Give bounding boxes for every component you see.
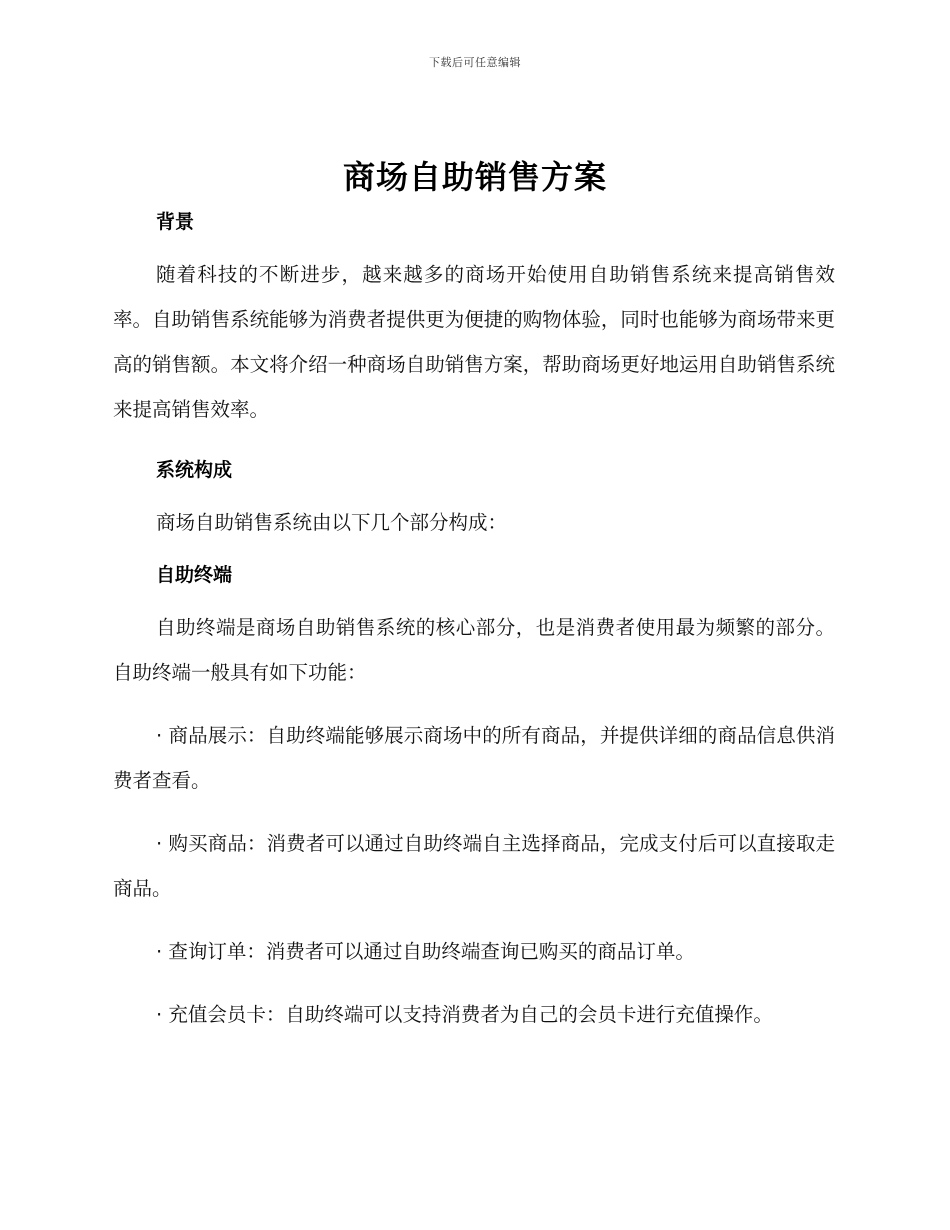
background-paragraph: 随着科技的不断进步，越来越多的商场开始使用自助销售系统来提高销售效率。自助销售系统能够为消费者提供更为便捷的购物体验，同时也能够为商场带来更高的销售额。本文将介绍一种商场自助销售方案，帮助商场更好地运用自助销售系统来提高销售效率。 <box>113 263 835 421</box>
document-body <box>113 204 835 1037</box>
terminal-paragraph: 自助终端是商场自助销售系统的核心部分，也是消费者使用最为频繁的部分。自助终端一般具有如下功能： <box>113 616 835 684</box>
feature-item-display: · 商品展示：自助终端能够展示商场中的所有商品，并提供详细的商品信息供消费者查看。 <box>113 724 835 792</box>
section-heading-system: 系统构成 <box>156 459 233 481</box>
system-paragraph: 商场自助销售系统由以下几个部分构成： <box>156 511 508 534</box>
section-heading-background: 背景 <box>156 211 195 233</box>
document-title: 商场自助销售方案 <box>342 158 607 196</box>
feature-item-recharge: · 充值会员卡：自助终端可以支持消费者为自己的会员卡进行充值操作。 <box>156 1003 773 1026</box>
page-header-note: 下载后可任意编辑 <box>429 56 521 69</box>
section-heading-terminal: 自助终端 <box>156 564 233 586</box>
feature-item-purchase: · 购买商品：消费者可以通过自助终端自主选择商品，完成支付后可以直接取走商品。 <box>113 832 835 900</box>
feature-item-order-query: · 查询订单：消费者可以通过自助终端查询已购买的商品订单。 <box>156 940 695 963</box>
